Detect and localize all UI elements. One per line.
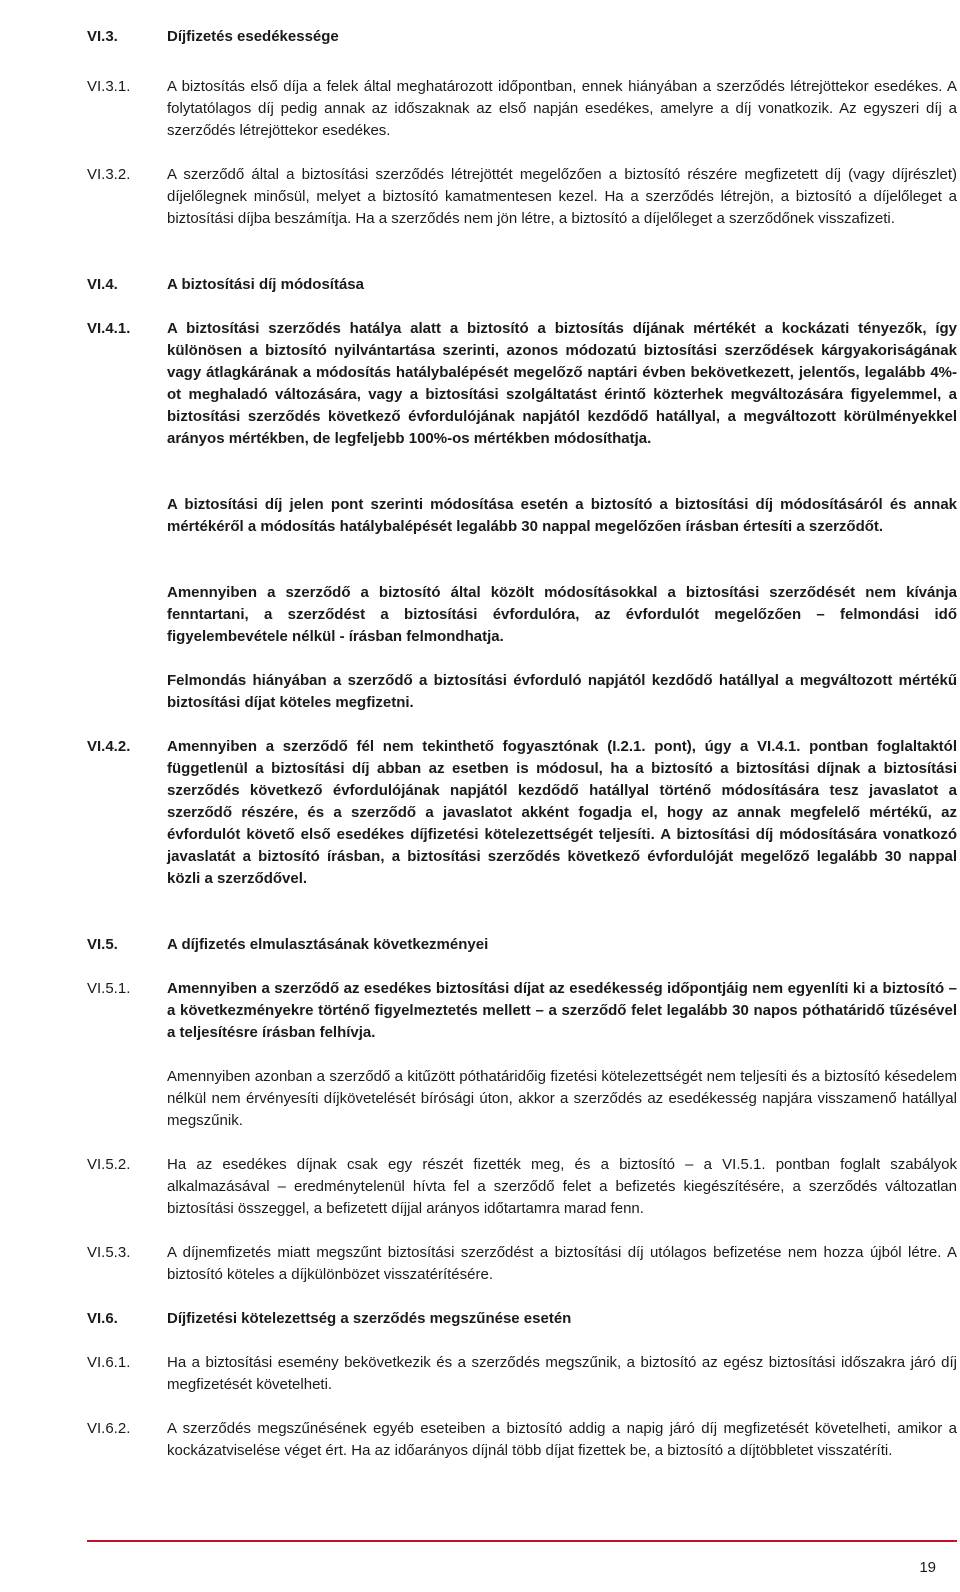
section-number: VI.6. bbox=[87, 1310, 118, 1327]
paragraph-text: A biztosítási díj jelen pont szerinti módosítása esetén a biztosító a biztosítási díj módosításáról és annak mértékéről a módosítás hatálybalépését legalább 30 nappal megelőzően írásban értesíti a szerződőt. bbox=[167, 496, 957, 535]
paragraph bbox=[87, 736, 957, 890]
paragraph bbox=[87, 978, 957, 1044]
paragraph bbox=[87, 1242, 957, 1286]
section-title: A biztosítási díj módosítása bbox=[167, 276, 364, 293]
paragraph-text: A szerződő által a biztosítási szerződés létrejöttét megelőzően a biztosító részére megfizetett díj (vagy díjrészlet) díjelőlegnek minősül, melyet a biztosító kamatmentesen kezel. Ha a szerződés létrejön, a biztosító a díjelőleget a biztosítási díjba beszámítja. Ha a szerződés nem jön létre, a biztosító a díjelőleget a szerződőnek visszafizeti. bbox=[167, 166, 957, 227]
section-number bbox=[87, 582, 167, 648]
section-number: VI.3. bbox=[87, 28, 118, 45]
section-number: VI.5.1. bbox=[87, 980, 131, 997]
paragraph-text: A szerződés megszűnésének egyéb eseteiben a biztosító addig a napig járó díj megfizetését követelheti, amikor a kockázatviselése véget ért. Ha az időarányos díjnál több díjat fizettek be, a biztosító a díjtöbbletet visszatéríti. bbox=[167, 1420, 957, 1459]
paragraph-text: Amennyiben a szerződő fél nem tekinthető fogyasztónak (I.2.1. pont), úgy a VI.4.1. pontban foglaltaktól függetlenül a biztosítási díj abban az esetben is módosul, ha a biztosító a biztosítási díjnak a biztosítási szerződés következő évfordulójának napjától kezdődő hatállyal történő módosítására tesz javaslatot a szerződő részére, és a szerződő a javaslatot akként fogadja el, hogy az annak megfelelő mértékű, az évfordulót követő első esedékes díjfizetési kötelezettségét teljesíti. A biztosítási díj módosítására vonatkozó javaslatát a biztosító írásban, a biztosítási szerződés következő évfordulóját megelőző legalább 30 nappal közli a szerződővel. bbox=[167, 738, 957, 887]
section-number bbox=[87, 494, 167, 538]
paragraph bbox=[87, 1418, 957, 1462]
paragraph bbox=[87, 582, 957, 648]
section-heading bbox=[87, 274, 957, 296]
section-number: VI.4.1. bbox=[87, 320, 131, 337]
section-number bbox=[87, 1066, 167, 1132]
paragraph bbox=[87, 494, 957, 538]
section-number: VI.3.2. bbox=[87, 166, 131, 183]
section-title: A díjfizetés elmulasztásának következményei bbox=[167, 936, 489, 953]
paragraph bbox=[87, 1352, 957, 1396]
section-heading bbox=[87, 1308, 957, 1330]
section-number: VI.5.2. bbox=[87, 1156, 131, 1173]
section-title: Díjfizetési kötelezettség a szerződés megszűnése esetén bbox=[167, 1310, 572, 1327]
paragraph bbox=[87, 670, 957, 714]
section-heading bbox=[87, 26, 957, 48]
paragraph bbox=[87, 164, 957, 230]
section-title: Díjfizetés esedékessége bbox=[167, 28, 339, 45]
page-number: 19 bbox=[919, 1559, 936, 1576]
paragraph-text: A biztosítási szerződés hatálya alatt a biztosító a biztosítás díjának mértékét a kockázati tényezők, így különösen a biztosító nyilvántartása szerinti, azonos módozatú biztosítási szerződések kárgyakoriságának vagy átlagkárának a módosítás hatálybalépését megelőző naptári évben bekövetkezett, jelentős, legalább 4%-ot meghaladó változására, vagy a biztosítási szolgáltatást érintő közterhek megváltozására figyelemmel, a biztosítási szerződés következő évfordulójának napjától kezdődő hatállyal, a megváltozott körülményekkel arányos mértékben, de legfeljebb 100%-os mértékben módosíthatja. bbox=[167, 320, 957, 447]
section-number: VI.5. bbox=[87, 936, 118, 953]
footer-rule bbox=[87, 1540, 957, 1542]
paragraph-text: Ha a biztosítási esemény bekövetkezik és a szerződés megszűnik, a biztosító az egész biztosítási időszakra járó díj megfizetését követelheti. bbox=[167, 1354, 957, 1393]
paragraph bbox=[87, 1154, 957, 1220]
paragraph-text: Amennyiben a szerződő az esedékes biztosítási díjat az esedékesség időpontjáig nem egyenlíti ki a biztosító – a következményekre történő figyelmeztetés mellett – a szerződő felet legalább 30 napos póthatáridő tűzésével a teljesítésre írásban felhívja. bbox=[167, 980, 957, 1041]
paragraph-text: A díjnemfizetés miatt megszűnt biztosítási szerződést a biztosítási díj utólagos befizetése nem hozza újból létre. A biztosító köteles a díjkülönbözet visszatérítésére. bbox=[167, 1244, 957, 1283]
paragraph-text: Felmondás hiányában a szerződő a biztosítási évforduló napjától kezdődő hatállyal a megváltozott mértékű biztosítási díjat köteles megfizetni. bbox=[167, 672, 957, 711]
paragraph bbox=[87, 76, 957, 142]
section-number: VI.3.1. bbox=[87, 78, 131, 95]
section-number: VI.4.2. bbox=[87, 738, 131, 755]
section-number: VI.6.1. bbox=[87, 1354, 131, 1371]
paragraph-text: Amennyiben azonban a szerződő a kitűzött póthatáridőig fizetési kötelezettségét nem teljesíti és a biztosító késedelem nélkül nem érvényesíti díjkövetelését bírósági úton, akkor a szerződés az esedékesség napjára visszamenő hatállyal megszűnik. bbox=[167, 1068, 957, 1129]
section-heading bbox=[87, 934, 957, 956]
paragraph bbox=[87, 1066, 957, 1132]
paragraph-text: Amennyiben a szerződő a biztosító által közölt módosításokkal a biztosítási szerződését nem kívánja fenntartani, a szerződést a biztosítási évfordulóra, az évfordulót megelőzően – felmondási idő figyelembevétele nélkül - írásban felmondhatja. bbox=[167, 584, 957, 645]
section-number bbox=[87, 670, 167, 714]
paragraph-text: A biztosítás első díja a felek által meghatározott időpontban, ennek hiányában a szerződés létrejöttekor esedékes. A folytatólagos díj pedig annak az időszaknak az első napján esedékes, amelyre a díj vonatkozik. Az egyszeri díj a szerződés létrejöttekor esedékes. bbox=[167, 78, 957, 139]
section-number: VI.6.2. bbox=[87, 1420, 131, 1437]
paragraph-text: Ha az esedékes díjnak csak egy részét fizették meg, és a biztosító – a VI.5.1. pontban foglalt szabályok alkalmazásával – eredménytelenül hívta fel a szerződő felet a befizetés kiegészítésére, a szerződés változatlan biztosítási összeggel, a befizetett díjjal arányos időtartamra marad fenn. bbox=[167, 1156, 957, 1217]
section-number: VI.4. bbox=[87, 276, 118, 293]
section-number: VI.5.3. bbox=[87, 1244, 131, 1261]
paragraph bbox=[87, 318, 957, 450]
